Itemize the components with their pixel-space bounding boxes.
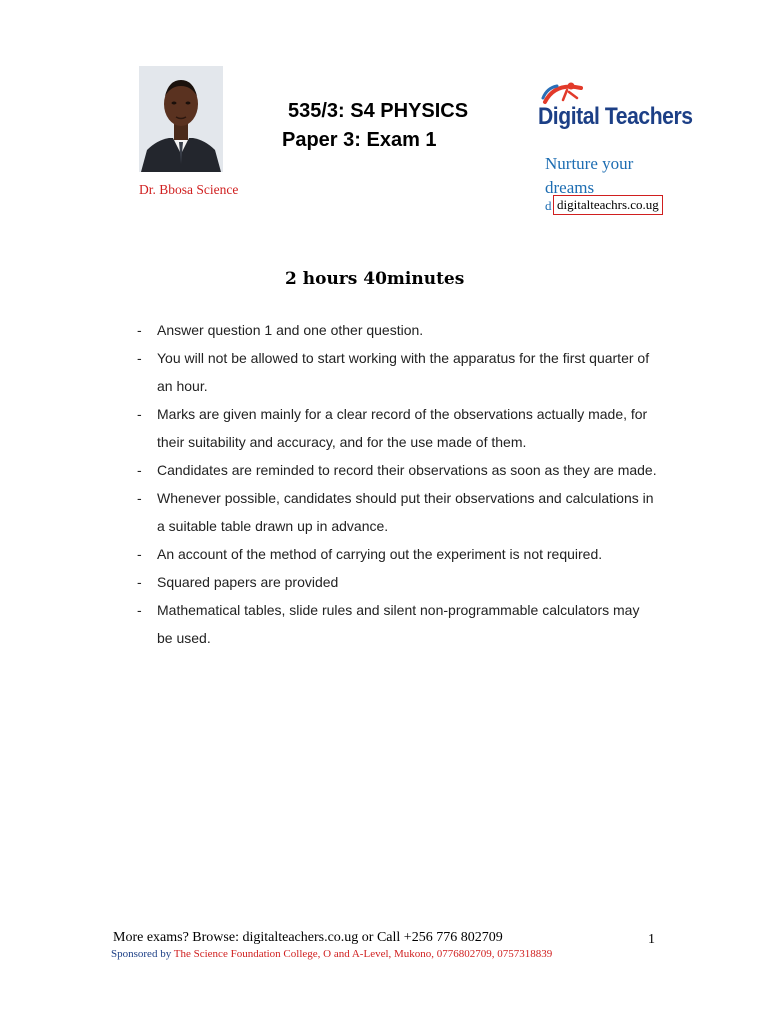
instruction-text: Marks are given mainly for a clear record of the observations actually made, for their suitability and accuracy, and for the use made of them. <box>157 406 648 450</box>
instruction-text: An account of the method of carrying out the experiment is not required. <box>157 546 603 562</box>
bullet-dash: - <box>137 602 142 618</box>
instruction-text: Candidates are reminded to record their observations as soon as they are made. <box>157 462 657 478</box>
bullet-dash: - <box>137 462 142 478</box>
instruction-item <box>137 540 657 568</box>
website-prefix: d <box>545 198 552 213</box>
footer-sponsor <box>111 948 552 960</box>
bullet-dash: - <box>137 322 142 338</box>
instruction-text: Answer question 1 and one other question. <box>157 322 424 338</box>
author-name: Dr. Bbosa Science <box>139 182 239 197</box>
page-number: 1 <box>648 932 655 947</box>
instruction-item <box>137 568 657 596</box>
exam-title: Paper 3: Exam 1 <box>282 129 437 151</box>
bullet-dash: - <box>137 406 142 422</box>
instruction-text: Whenever possible, candidates should put their observations and calculations in a suitable table drawn up in advance. <box>157 490 654 534</box>
bullet-dash: - <box>137 350 142 366</box>
instruction-item <box>137 456 657 484</box>
exam-duration: 2 hours 40minutes <box>285 269 465 289</box>
instruction-text: Squared papers are provided <box>157 574 339 590</box>
footer-info: More exams? Browse: digitalteachers.co.ug or Call +256 776 802709 <box>113 930 503 945</box>
sponsor-name: The Science Foundation College, O and A-Level, Mukono, 0776802709, 0757318839 <box>173 948 553 960</box>
instruction-text: You will not be allowed to start working with the apparatus for the first quarter of an hour. <box>157 350 650 394</box>
instructions-list <box>137 316 657 652</box>
instruction-item <box>137 344 657 400</box>
sponsor-label: Sponsored by <box>111 948 172 960</box>
instruction-item <box>137 400 657 456</box>
author-photo <box>139 66 223 172</box>
logo-text: Digital Teachers <box>538 103 693 130</box>
bullet-dash: - <box>137 574 142 590</box>
instruction-item <box>137 596 657 652</box>
instruction-item <box>137 484 657 540</box>
bullet-dash: - <box>137 546 142 562</box>
instruction-item <box>137 316 657 344</box>
exam-code: 535/3: S4 PHYSICS <box>288 100 469 122</box>
tagline: Nurture your dreams <box>545 154 634 197</box>
instruction-text: Mathematical tables, slide rules and silent non-programmable calculators may be used. <box>157 602 640 646</box>
bullet-dash: - <box>137 490 142 506</box>
website-link[interactable]: digitalteachrs.co.ug <box>553 195 663 215</box>
